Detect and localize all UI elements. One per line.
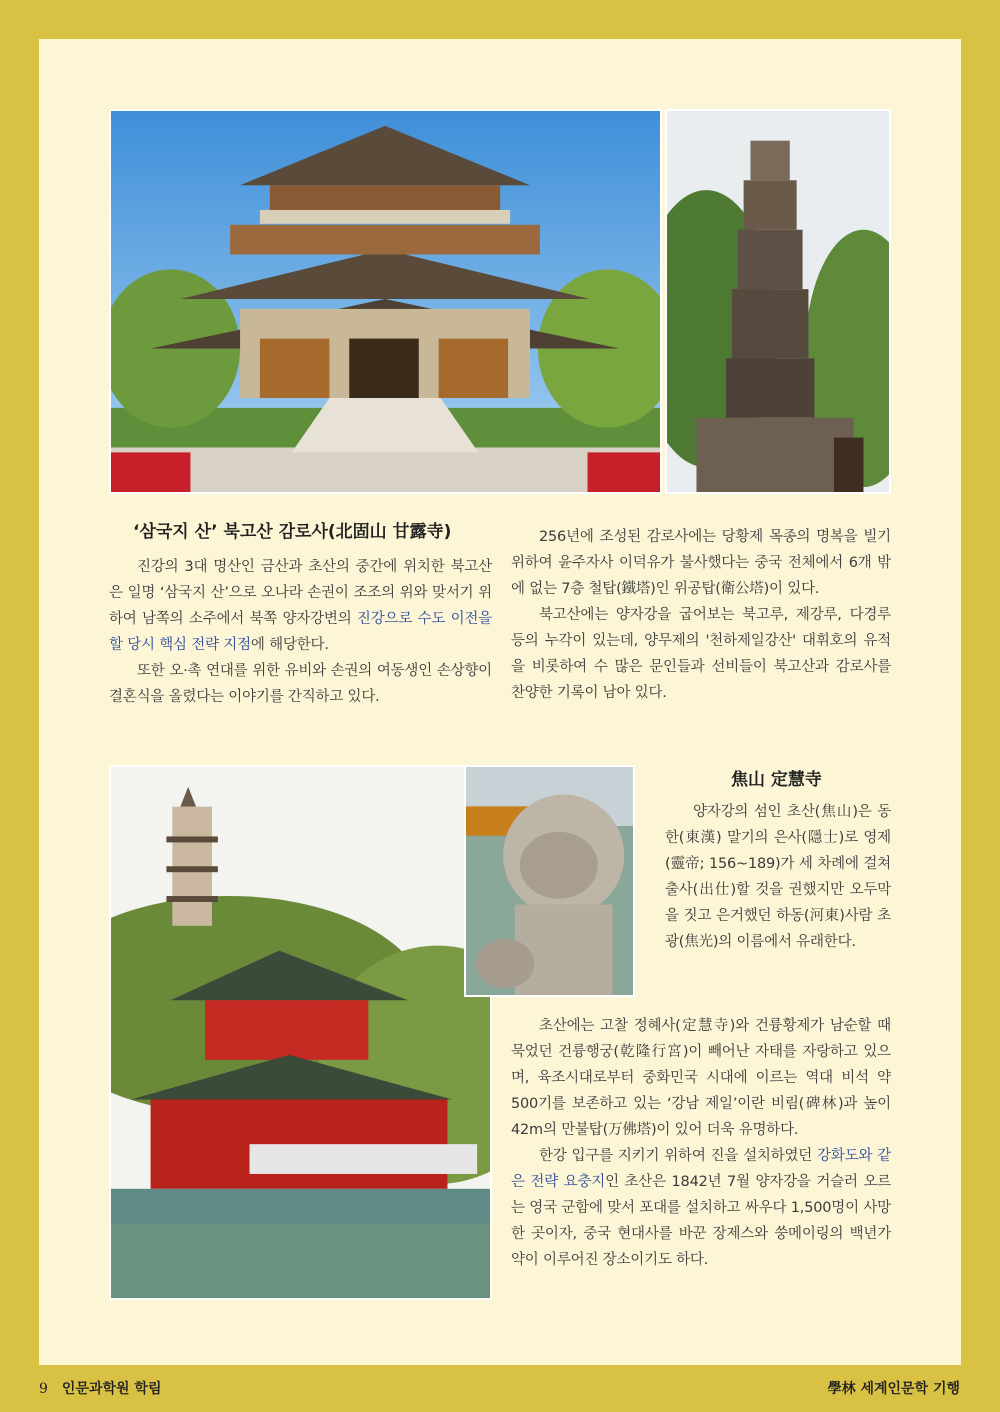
text-run: 에 해당한다. <box>250 637 329 653</box>
section1-left-paragraph-2: 또한 오·촉 연대를 위한 유비와 손권의 여동생인 손상향이 결혼식을 올렸다는 이야기를 간직하고 있다. <box>109 663 492 705</box>
text-run: 인 초산은 1842년 7월 양자강을 거슬러 오르는 영국 군함에 맞서 포대를 설치하고 싸우다 1,500명이 사망한 곳이자, 중국 현대사를 바꾼 장제스와 쑹메이링의 백년가약이 이루어진 장소이기도 하다. <box>511 1174 891 1268</box>
section1-right-paragraph-1: 256년에 조성된 감로사에는 당황제 목종의 명복을 빌기 위하여 윤주자사 이덕유가 불사했다는 중국 전체에서 6개 밖에 없는 7층 철탑(鐵塔)인 위공탑(衛公塔)이 있다. <box>511 529 891 597</box>
footer-publication-title: 인문과학원 학림 <box>61 1381 162 1397</box>
section1-left-paragraph-1 <box>109 554 492 658</box>
footer-left <box>39 1378 161 1398</box>
section2-paragraph-2 <box>511 1143 891 1273</box>
section1-heading: ‘삼국지 산’ 북고산 감로사(北固山 甘露寺) <box>133 522 452 542</box>
highlight-text: 진강으로 수도 이전을 할 당시 핵심 전략 지점 <box>109 611 492 653</box>
section2-intro <box>665 799 891 955</box>
section2-main-column <box>511 1013 891 1273</box>
section2-intro-paragraph: 양자강의 섬인 초산(焦山)은 동한(東漢) 말기의 은사(隱士)로 영제(靈帝; 156~189)가 세 차례에 걸쳐 출사(出仕)할 것을 권했지만 오두막을 짓고 은거했던 하동(河東)사람 초광(焦光)의 이름에서 유래한다. <box>665 804 891 950</box>
page-number: 9 <box>39 1381 48 1397</box>
photo-ganlu-temple <box>109 109 662 494</box>
section1-right-column <box>511 524 891 706</box>
photo-iron-pagoda <box>665 109 891 494</box>
section1-right-paragraph-2: 북고산에는 양자강을 굽어보는 북고루, 제강루, 다경루 등의 누각이 있는데, 양무제의 '천하제일강산' 대휘호의 유적을 비롯하여 수 많은 문인들과 선비들이 북고산과 감로사를 찬양한 기록이 남아 있다. <box>511 607 891 701</box>
section1-left-column <box>109 554 492 710</box>
footer-right-title: 學林 세계인문학 기행 <box>827 1381 960 1397</box>
photo-jiaoshan-pavilion <box>109 765 492 1300</box>
section2-paragraph-1: 초산에는 고찰 정혜사(定慧寺)와 건륭황제가 남순할 때 묵었던 건륭행궁(乾隆行宮)이 빼어난 자태를 자랑하고 있으며, 육조시대로부터 중화민국 시대에 이르는 역대 비석 약 500기를 보존하고 있는 ‘강남 제일’이란 비림(碑林)과 높이 42m의 만불탑(万佛塔)이 있어 더욱 유명하다. <box>511 1018 891 1138</box>
text-run: 진강의 3대 명산인 금산과 초산의 중간에 위치한 북고산은 일명 ‘삼국지 산’으로 오나라 손권이 조조의 위와 맞서기 위하여 남쪽의 소주에서 북쪽 양자강변의 <box>109 559 492 627</box>
photo-stone-lion <box>464 765 635 997</box>
section2-heading: 焦山 定慧寺 <box>731 770 822 790</box>
highlight-text: 강화도와 같은 전략 요충지 <box>511 1148 891 1190</box>
text-run: 한강 입구를 지키기 위하여 진을 설치하였던 <box>539 1148 818 1164</box>
